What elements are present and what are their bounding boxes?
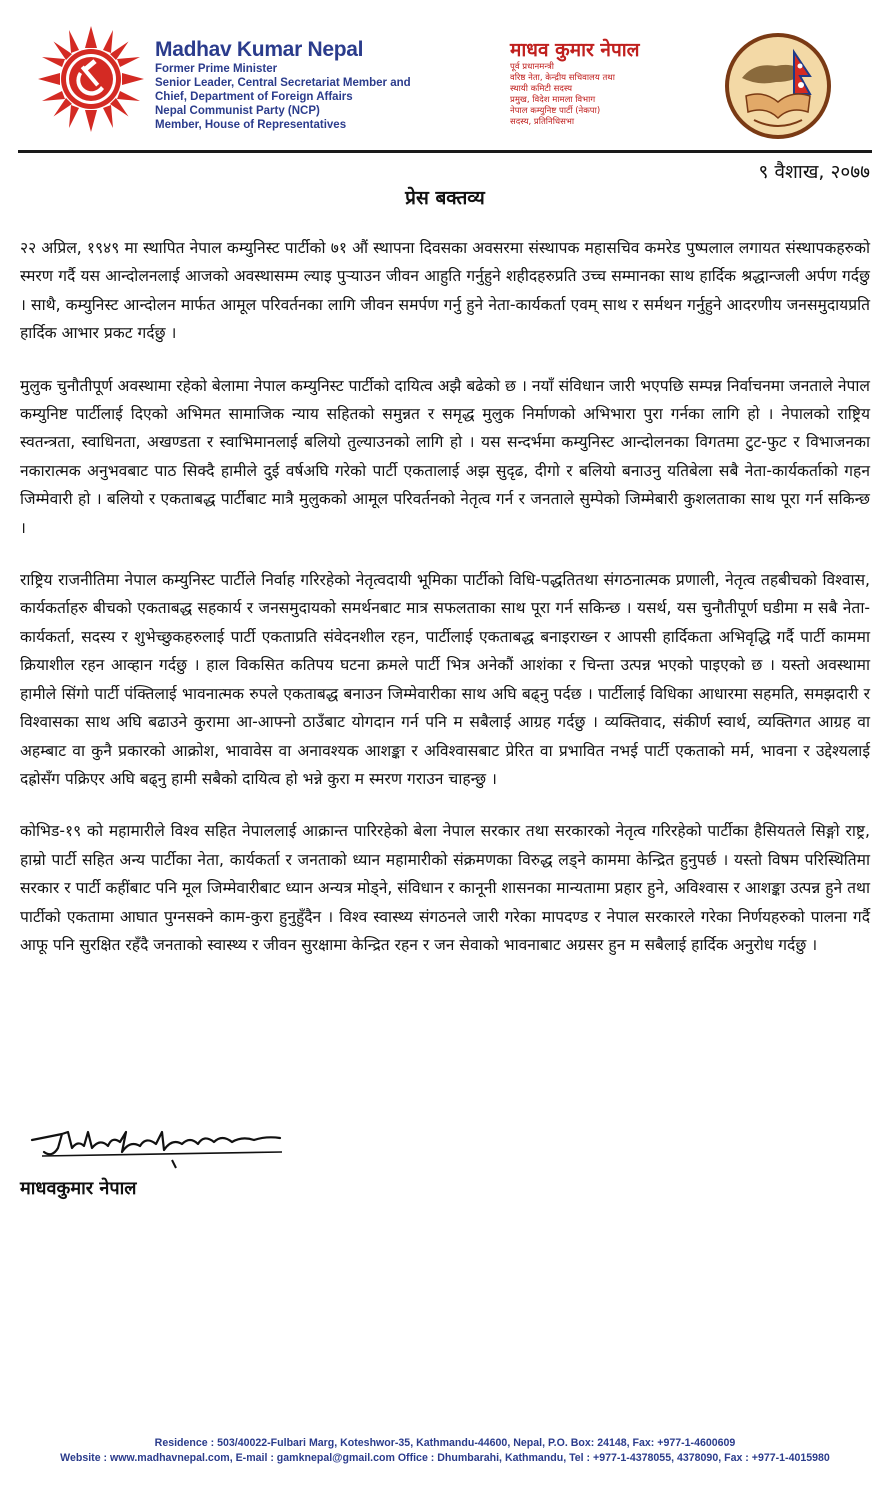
nepali-title-line: पूर्व प्रधानमन्त्री: [510, 62, 554, 72]
statement-paragraph: मुलुक चुनौतीपूर्ण अवस्थामा रहेको बेलामा नेपाल कम्युनिस्ट पार्टीको दायित्व अझै बढेको छ । नयाँ संविधान जारी भएपछि सम्पन्न निर्वाचनमा जनताले नेपाल कम्युनिष्ट पार्टीलाई दिएको अभिमत सामाजिक न्याय सहितको समुन्नत र समृद्ध मुलुक निर्माणको अभिभारा पुरा गर्नका लागि हो । नेपालको राष्ट्रिय स्वतन्त्रता, स्वाधिनता, अखण्डता र स्वाभिमानलाई बलियो तुल्याउनको लागि हो । यस सन्दर्भमा कम्युनिस्ट आन्दोलनका विगतमा टुट-फुट र विभाजनका नकारात्मक अनुभवबाट पाठ सिक्दै हामीले दुई वर्षअघि गरेको पार्टी एकतालाई अझ सुदृढ, दीगो र बलियो बनाउनु यतिबेला सबै नेता-कार्यकर्ताको गहन जिम्मेवारी हो । बलियो र एकताबद्ध पार्टीबाट मात्रै मुलुकको आमूल परिवर्तनको नेतृत्व गर्न र जनताले सुम्पेको जिम्मेबारी कुशलताका साथ पूरा गर्न सकिन्छ ।: [20, 376, 870, 537]
letterhead: [0, 0, 890, 152]
english-title-line: Nepal Communist Party (NCP): [155, 105, 320, 117]
nepali-title-line: वरिष्ठ नेता, केन्द्रीय सचिवालय तथा: [510, 73, 615, 83]
english-title-line: Chief, Department of Foreign Affairs: [155, 91, 353, 103]
nepali-letterhead: [510, 38, 710, 128]
nepali-title-line: नेपाल कम्युनिष्ट पार्टी (नेकपा): [510, 106, 601, 116]
nepali-title-line: स्थायी कमिटी सदस्य: [510, 84, 573, 94]
statement-paragraph: कोभिड-१९ को महामारीले विश्व सहित नेपाललाई आक्रान्त पारिरहेको बेला नेपाल सरकार तथा सरकारको नेतृत्व गरिरहेको पार्टीका हैसियतले सिङ्गो राष्ट्र, हाम्रो पार्टी सहित अन्य पार्टीका नेता, कार्यकर्ता र जनताको ध्यान महामारीको संक्रमणका विरुद्ध लड्ने काममा केन्द्रित हुनुपर्छ । यस्तो विषम परिस्थितिमा सरकार र पार्टी कहींबाट पनि मूल जिम्मेवारीबाट ध्यान अन्यत्र मोड्ने, संविधान र कानूनी शासनका मान्यतामा प्रहार हुने, अविश्वास र आशङ्का उत्पन्न हुने तथा पार्टीको एकतामा आघात पुग्नसक्ने काम-कुरा हुनुहुँदैन । विश्व स्वास्थ्य संगठनले जारी गरेका मापदण्ड र नेपाल सरकारले गरेका निर्णयहरुको पालना गर्दै आफू पनि सुरक्षित रहँदै जनताको स्वास्थ्य र जीवन सुरक्षामा केन्द्रित रहन र जन सेवाको भावनाबाट अग्रसर हुन म सबैलाई हार्दिक अनुरोध गर्दछु ।: [20, 822, 870, 954]
document-title: प्रेस बक्तव्य: [405, 187, 485, 209]
emblem-seal-icon: [724, 32, 832, 140]
statement-body: [20, 234, 870, 983]
signatory-name: माधवकुमार नेपाल: [20, 1178, 137, 1199]
party-logo-icon: [38, 26, 144, 132]
english-title-line: Member, House of Representatives: [155, 119, 347, 131]
footer-contact: Website : www.madhavnepal.com, E-mail : gamknepal@gmail.com Office : Dhumbarahi, Kathmandu, Tel : +977-1-4378055, 4378090, Fax : +977-1-4015980: [60, 1452, 830, 1464]
nepali-name: माधव कुमार नेपाल: [510, 39, 640, 61]
nepali-title-line: प्रमुख, विदेश मामला विभाग: [510, 95, 596, 105]
statement-paragraph: राष्ट्रिय राजनीतिमा नेपाल कम्युनिस्ट पार्टीले निर्वाह गरिरहेको नेतृत्वदायी भूमिका पार्टीको विधि-पद्धतितथा संगठनात्मक प्रणाली, नेतृत्व तहबीचको विश्वास, कार्यकर्ताहरु बीचको एकताबद्ध सहकार्य र जनसमुदायको समर्थनबाट मात्र सफलताका साथ पूरा गर्न सकिन्छ । यसर्थ, यस चुनौतीपूर्ण घडीमा म सबै नेता-कार्यकर्ता, सदस्य र शुभेच्छुकहरुलाई पार्टी एकताप्रति संवेदनशील रहन, पार्टीलाई एकताबद्ध बनाइराख्न र आपसी हार्दिकता अभिवृद्धि गर्दै पार्टी काममा क्रियाशील रहन आव्हान गर्दछु । हाल विकसित कतिपय घटना क्रमले पार्टी भित्र अनेकौं आशंका र चिन्ता उत्पन्न भएको पाइएको छ । यस्तो अवस्थामा हामीले सिंगो पार्टी पंक्तिलाई भावनात्मक रुपले एकताबद्ध बनाउन जिम्मेवारीका साथ अघि बढ्नु पर्दछ । पार्टीलाई विधिका आधारमा सहमति, समझदारी र विश्वासका साथ अघि बढाउने कुरामा आ-आफ्नो ठाउँबाट योगदान गर्न पनि म सबैलाई आग्रह गर्दछु । व्यक्तिवाद, संकीर्ण स्वार्थ, व्यक्तिगत आग्रह वा अहम्बाट वा कुनै प्रकारको आक्रोश, भावावेस वा अनावश्यक आशङ्का र अविश्वासबाट प्रेरित वा प्रभावित नभई पार्टी एकताको मर्म, भावना र उद्देश्यलाई दह्रोसँग पक्रिएर अघि बढ्नु हामी सबैको दायित्व हो भन्ने कुरा म स्मरण गराउन चाहन्छु ।: [20, 571, 870, 788]
document-date: ९ वैशाख, २०७७: [758, 161, 870, 183]
english-letterhead: [155, 38, 485, 132]
footer-residence: Residence : 503/40022-Fulbari Marg, Koteshwor-35, Kathmandu-44600, Nepal, P.O. Box: 24148, Fax: +977-1-4600609: [154, 1437, 736, 1449]
statement-paragraph: २२ अप्रिल, १९४९ मा स्थापित नेपाल कम्युनिस्ट पार्टीको ७१ औं स्थापना दिवसका अवसरमा संस्थापक महासचिव कमरेड पुष्पलाल लगायत संस्थापकहरुको स्मरण गर्दै यस आन्दोलनलाई आजको अवस्थासम्म ल्याइ पुऱ्याउन जीवन आहुति गर्नुहुने शहीदहरुप्रति उच्च सम्मानका साथ हार्दिक श्रद्धान्जली अर्पण गर्दछु । साथै, कम्युनिस्ट आन्दोलन मार्फत आमूल परिवर्तनका लागि जीवन समर्पण गर्नु हुने नेता-कार्यकर्ता एवम् साथ र सर्मथन गर्नुहुने आदरणीय जनसमुदायप्रति हार्दिक आभार प्रकट गर्दछु ।: [20, 239, 870, 343]
nepali-title-line: सदस्य, प्रतिनिधिसभा: [510, 117, 575, 127]
english-name: Madhav Kumar Nepal: [155, 38, 364, 61]
english-title-line: Former Prime Minister: [155, 63, 278, 75]
english-title-line: Senior Leader, Central Secretariat Member and: [155, 77, 411, 89]
header-divider: [18, 150, 872, 153]
letterhead-footer: [0, 1436, 890, 1466]
